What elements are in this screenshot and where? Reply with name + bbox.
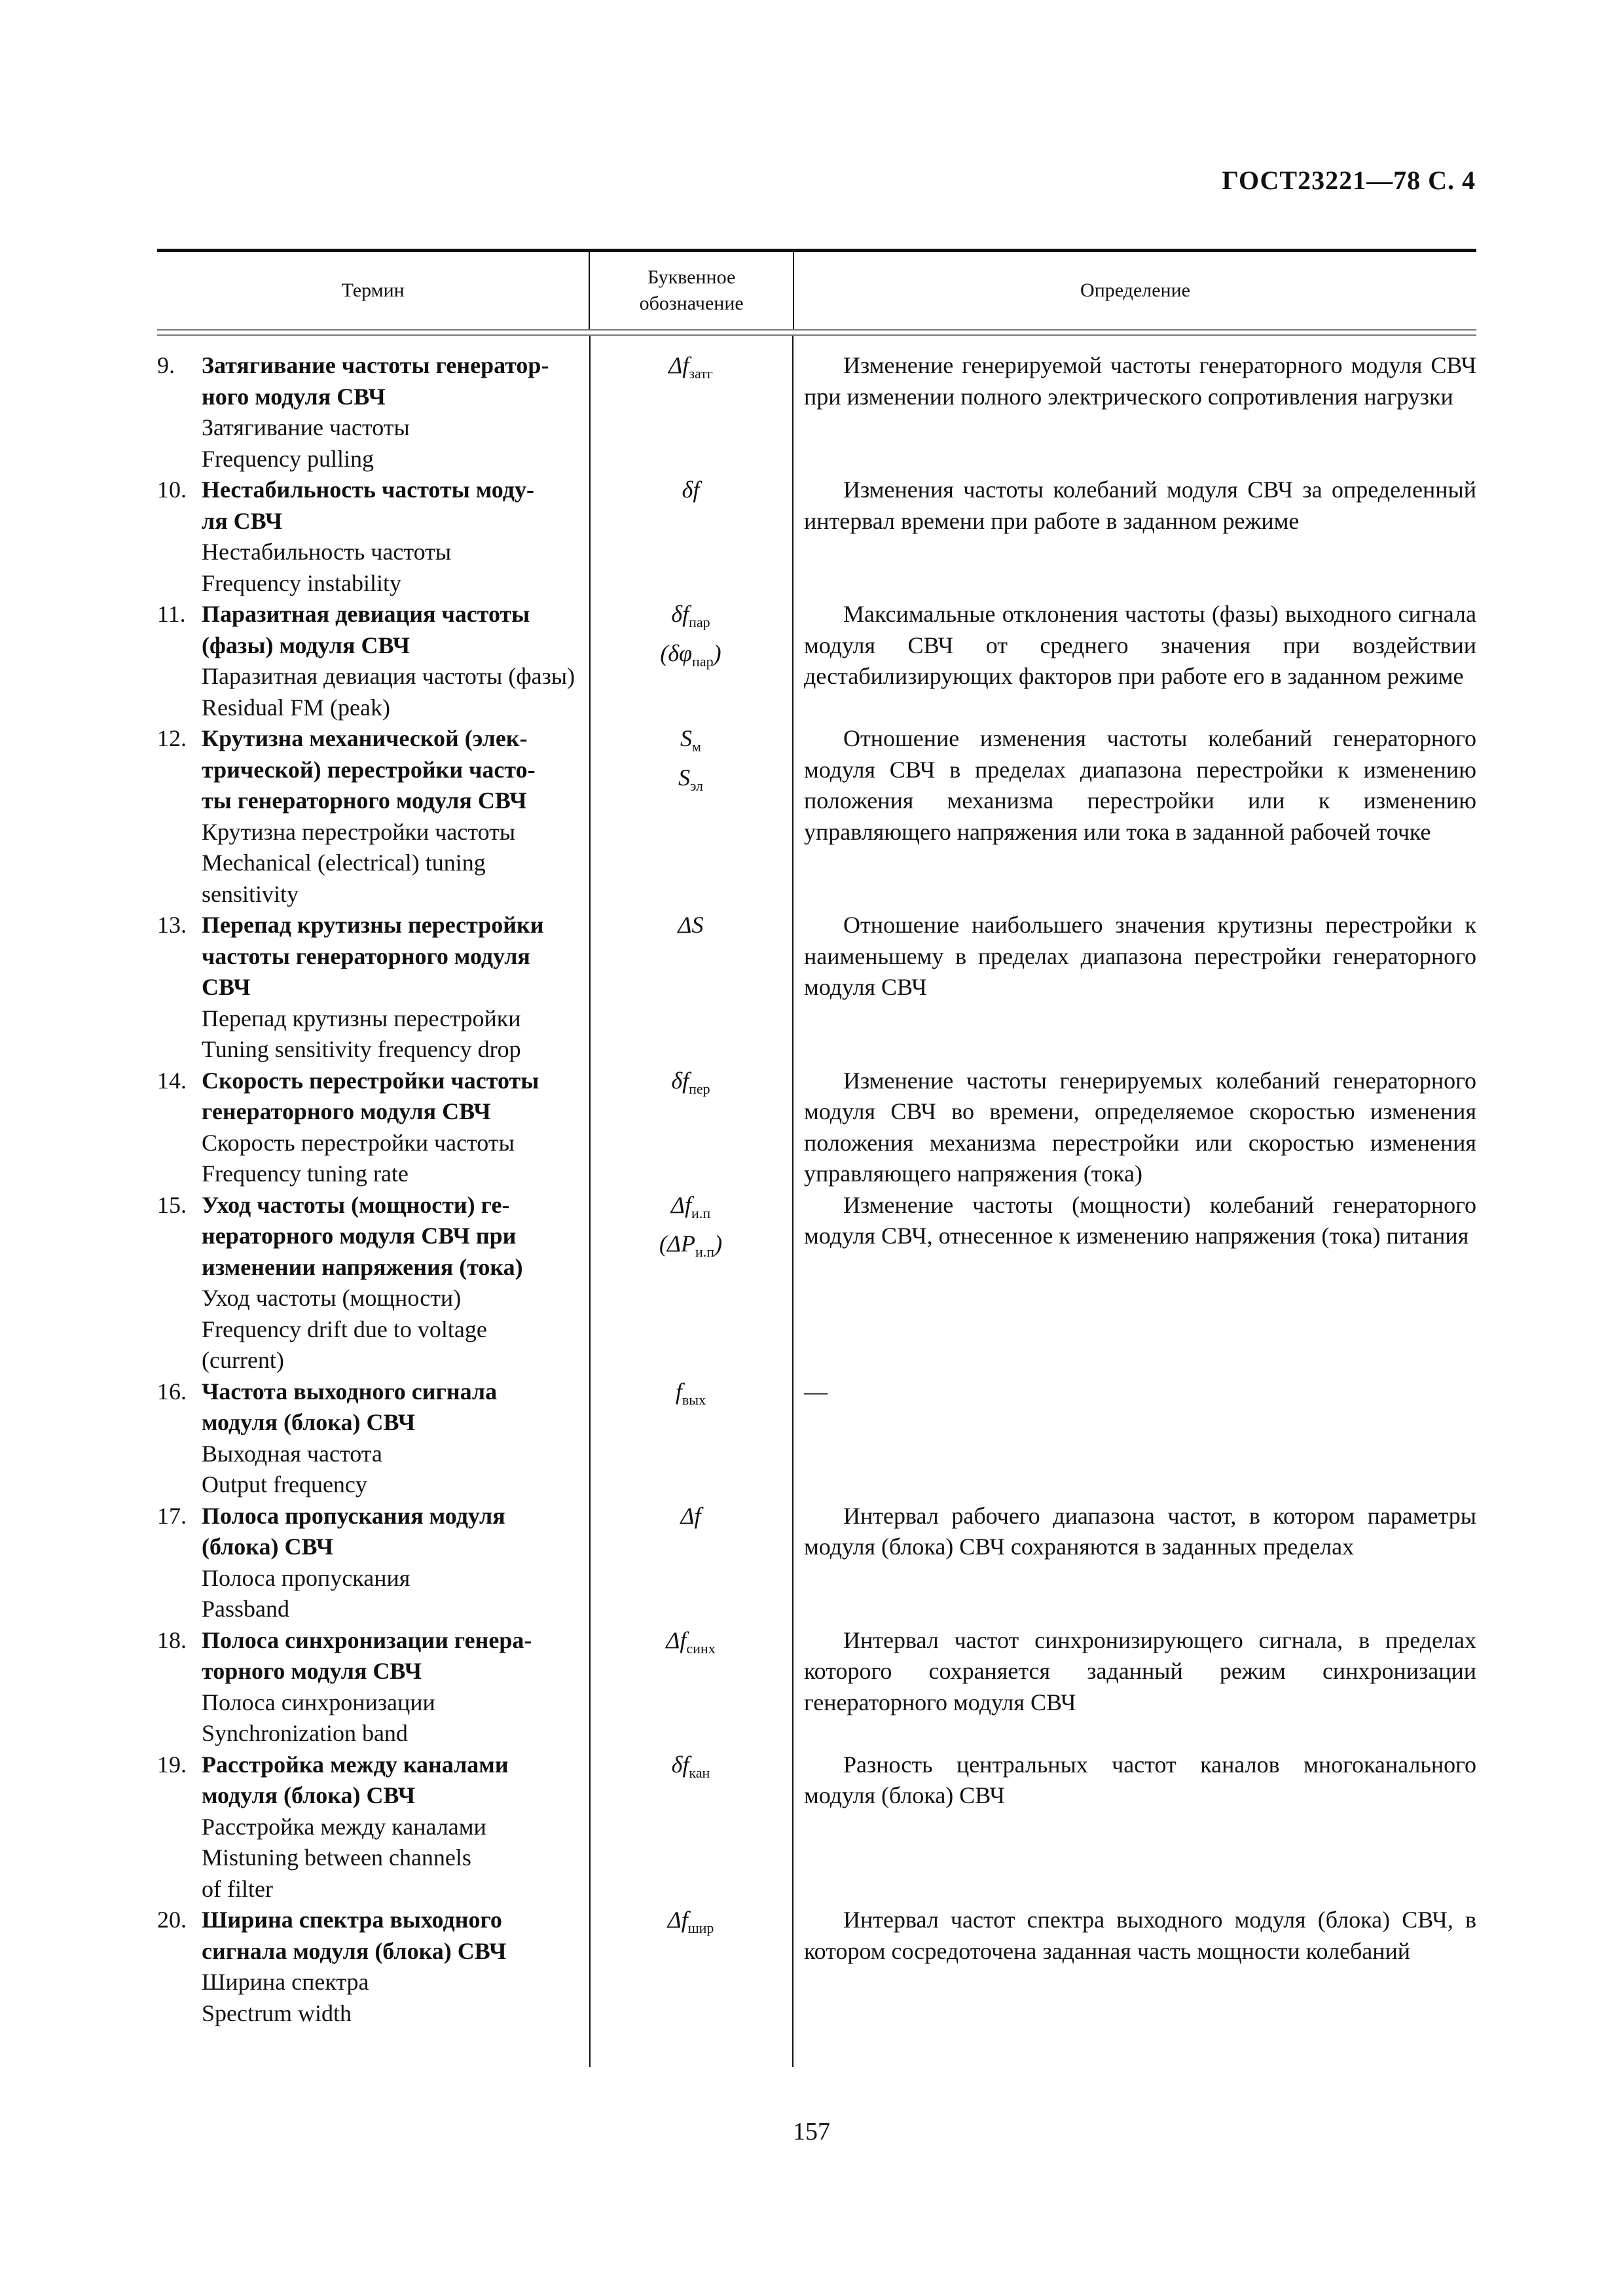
table-row bbox=[157, 1190, 1476, 1376]
term-cell bbox=[157, 350, 589, 475]
term-short-name: Выходная частота bbox=[202, 1440, 382, 1467]
term-title: ного модуля СВЧ bbox=[202, 383, 386, 410]
term-number bbox=[157, 972, 202, 1003]
table-row bbox=[157, 910, 1476, 1066]
term-number bbox=[157, 1936, 202, 1967]
term-number: 19. bbox=[157, 1751, 187, 1778]
symbol: δf bbox=[682, 476, 700, 503]
definition-text: Интервал частот спектра выходного модуля (блока) СВЧ, в котором сосредоточена заданная часть мощности колебаний bbox=[804, 1907, 1476, 1964]
page-header: ГОСТ23221—78 С. 4 bbox=[1222, 166, 1476, 195]
term-short-name: Полоса пропускания bbox=[202, 1564, 410, 1591]
term-number: 10. bbox=[157, 476, 187, 503]
definition-cell bbox=[792, 475, 1476, 599]
table-row bbox=[157, 350, 1476, 475]
table-row bbox=[157, 475, 1476, 599]
term-short-name: Уход частоты (мощности) bbox=[202, 1285, 462, 1311]
symbol-subscript: и.п bbox=[691, 1204, 711, 1221]
term-title: Нестабильность частоты моду- bbox=[202, 476, 534, 503]
table-row bbox=[157, 1749, 1476, 1905]
definition-text: Изменения частоты колебаний модуля СВЧ за определенный интервал времени при работе в заданном режиме bbox=[804, 476, 1476, 534]
term-line bbox=[157, 1096, 589, 1128]
term-line bbox=[157, 1066, 589, 1097]
definition-cell bbox=[792, 1749, 1476, 1905]
symbol: ΔS bbox=[678, 912, 704, 938]
term-line bbox=[157, 941, 589, 973]
definition-cell bbox=[792, 1066, 1476, 1190]
term-line bbox=[157, 1905, 589, 1936]
term-english: Residual FM (peak) bbox=[202, 694, 390, 721]
definition-cell bbox=[792, 599, 1476, 723]
symbol-subscript: пар bbox=[692, 653, 714, 670]
symbol-cell bbox=[589, 475, 792, 599]
term-short-name: Скорость перестройки частоты bbox=[202, 1129, 515, 1156]
table-header bbox=[157, 252, 1476, 329]
term-line bbox=[157, 972, 589, 1003]
term-number: 16. bbox=[157, 1378, 187, 1405]
definition-text: Максимальные отклонения частоты (фазы) выходного сигнала модуля СВЧ от среднего значения при воздействии дестабилизирующих факторов при работе его в заданном режиме bbox=[804, 601, 1476, 689]
term-english: (current) bbox=[202, 1347, 284, 1373]
term-number bbox=[157, 1252, 202, 1283]
term-line bbox=[157, 785, 589, 817]
symbol: $f_{вых}$ bbox=[675, 1378, 706, 1408]
symbol-subscript: кан bbox=[689, 1764, 710, 1781]
term-line bbox=[157, 630, 589, 662]
symbol: $(\Delta P_{и.п})$ bbox=[659, 1230, 723, 1260]
term-number: 9. bbox=[157, 352, 175, 378]
term-number bbox=[157, 506, 202, 537]
term-line bbox=[157, 475, 589, 506]
term-title: изменении напряжения (тока) bbox=[202, 1253, 523, 1280]
term-number: 17. bbox=[157, 1502, 187, 1529]
term-cell bbox=[157, 1625, 589, 1749]
symbol-subscript: пер bbox=[689, 1080, 710, 1097]
symbol-cell bbox=[589, 1376, 792, 1501]
term-cell bbox=[157, 1376, 589, 1501]
term-cell bbox=[157, 475, 589, 599]
definition-cell bbox=[792, 350, 1476, 475]
term-number bbox=[157, 1532, 202, 1563]
term-short-name: Ширина спектра bbox=[202, 1969, 369, 1995]
term-cell bbox=[157, 599, 589, 723]
term-number: 15. bbox=[157, 1191, 187, 1218]
symbol: $(\delta\varphi_{пар})$ bbox=[660, 639, 721, 670]
symbol-cell bbox=[589, 910, 792, 1066]
table-row bbox=[157, 1625, 1476, 1749]
term-line bbox=[157, 755, 589, 786]
term-title: сигнала модуля (блока) СВЧ bbox=[202, 1937, 507, 1964]
term-short-name: Перепад крутизны перестройки bbox=[202, 1005, 521, 1031]
term-line bbox=[157, 1656, 589, 1687]
table-row bbox=[157, 599, 1476, 723]
table-row bbox=[157, 1905, 1476, 2029]
term-title: Паразитная девиация частоты bbox=[202, 601, 530, 627]
symbol: $\Delta f_{шир}$ bbox=[667, 1907, 714, 1936]
table-row bbox=[157, 723, 1476, 910]
definition-text: Изменение частоты генерируемых колебаний генераторного модуля СВЧ во времени, определяемое скоростью изменения положения механизма перестройки или скоростью изменения управляющего напряжения (тока) bbox=[804, 1067, 1476, 1187]
term-english: Frequency drift due to voltage bbox=[202, 1316, 487, 1342]
term-line bbox=[157, 382, 589, 413]
symbol-cell bbox=[589, 1905, 792, 2029]
column-header-definition: Определение bbox=[1080, 279, 1190, 301]
term-line bbox=[157, 723, 589, 755]
term-title: модуля (блока) СВЧ bbox=[202, 1409, 416, 1435]
header-double-rule bbox=[157, 329, 1476, 336]
term-title: ля СВЧ bbox=[202, 507, 283, 534]
symbol: $\delta f_{пер}$ bbox=[671, 1067, 710, 1097]
term-title: Затягивание частоты генератор- bbox=[202, 352, 549, 378]
column-header-symbol bbox=[589, 252, 794, 329]
symbol-subscript: затг bbox=[689, 365, 713, 382]
term-title: Расстройка между каналами bbox=[202, 1751, 509, 1778]
symbol: $\Delta f_{и.п}$ bbox=[670, 1191, 711, 1221]
term-line bbox=[157, 1252, 589, 1283]
term-title: (блока) СВЧ bbox=[202, 1534, 334, 1560]
term-number bbox=[157, 382, 202, 413]
term-number: 11. bbox=[157, 601, 186, 627]
definition-text: Изменение частоты (мощности) колебаний генераторного модуля СВЧ, отнесенное к изменению напряжения (тока) питания bbox=[804, 1191, 1476, 1249]
term-short-name: Полоса синхронизации bbox=[202, 1689, 435, 1715]
term-short-name: Нестабильность частоты bbox=[202, 539, 452, 565]
definition-text: Отношение наибольшего значения крутизны перестройки к наименьшему в пределах диапазона перестройки генераторного модуля СВЧ bbox=[804, 912, 1476, 1000]
definition-cell bbox=[792, 1625, 1476, 1749]
term-title: Перепад крутизны перестройки bbox=[202, 912, 544, 938]
symbol-cell bbox=[589, 1749, 792, 1905]
term-english: Frequency pulling bbox=[202, 445, 374, 472]
term-number: 12. bbox=[157, 725, 187, 751]
symbol: $\delta f_{пар}$ bbox=[671, 601, 710, 630]
term-title: трической) перестройки часто- bbox=[202, 756, 536, 783]
term-number: 13. bbox=[157, 912, 187, 938]
term-number: 20. bbox=[157, 1907, 187, 1933]
symbol-cell bbox=[589, 1501, 792, 1625]
term-line bbox=[157, 1376, 589, 1408]
definition-cell bbox=[792, 1501, 1476, 1625]
term-number bbox=[157, 755, 202, 786]
term-title: Ширина спектра выходного bbox=[202, 1907, 502, 1933]
term-title: Уход частоты (мощности) ге- bbox=[202, 1191, 510, 1218]
term-short-name: Расстройка между каналами bbox=[202, 1813, 486, 1840]
definition-text: Изменение генерируемой частоты генераторного модуля СВЧ при изменении полного электрического сопротивления нагрузки bbox=[804, 352, 1476, 410]
table-row bbox=[157, 1066, 1476, 1190]
term-number bbox=[157, 1780, 202, 1812]
term-title: генераторного модуля СВЧ bbox=[202, 1098, 491, 1124]
term-line bbox=[157, 1625, 589, 1657]
term-cell bbox=[157, 910, 589, 1066]
term-english: Frequency instability bbox=[202, 569, 401, 596]
definition-text: Интервал рабочего диапазона частот, в котором параметры модуля (блока) СВЧ сохраняются в заданных пределах bbox=[804, 1502, 1476, 1560]
term-short-name: Паразитная девиация частоты (фазы) bbox=[202, 663, 575, 689]
term-line bbox=[157, 1780, 589, 1812]
symbol-subscript: синх bbox=[686, 1640, 716, 1657]
term-cell bbox=[157, 723, 589, 910]
term-title: нераторного модуля СВЧ при bbox=[202, 1223, 517, 1249]
term-title: частоты генераторного модуля bbox=[202, 942, 530, 969]
term-number bbox=[157, 630, 202, 662]
term-number bbox=[157, 785, 202, 817]
term-english: of filter bbox=[202, 1875, 273, 1902]
term-english: Mistuning between channels bbox=[202, 1844, 471, 1871]
term-title: Полоса синхронизации генера- bbox=[202, 1626, 532, 1653]
symbol-cell bbox=[589, 599, 792, 723]
term-cell bbox=[157, 1749, 589, 1905]
term-title: Крутизна механической (элек- bbox=[202, 725, 528, 751]
term-line bbox=[157, 506, 589, 537]
term-number bbox=[157, 1656, 202, 1687]
definition-text: Отношение изменения частоты колебаний генераторного модуля СВЧ в пределах диапазона перестройки к изменению положения механизма перестройки или к изменению управляющего напряжения или тока в заданной рабочей точке bbox=[804, 725, 1476, 845]
term-english: Output frequency bbox=[202, 1471, 367, 1498]
definition-text: Разность центральных частот каналов многоканального модуля (блока) СВЧ bbox=[804, 1751, 1476, 1808]
symbol-cell bbox=[589, 1625, 792, 1749]
term-line bbox=[157, 910, 589, 941]
term-cell bbox=[157, 1190, 589, 1376]
symbol-cell bbox=[589, 1066, 792, 1190]
column-header-symbol-line1: Буквенное bbox=[647, 266, 736, 288]
term-line bbox=[157, 1936, 589, 1967]
symbol: $S_{эл}$ bbox=[678, 764, 704, 794]
column-header-symbol-line2: обозначение bbox=[639, 293, 744, 314]
term-title: Полоса пропускания модуля bbox=[202, 1502, 505, 1529]
term-short-name: Крутизна перестройки частоты bbox=[202, 818, 516, 845]
symbol-subscript: вых bbox=[682, 1391, 706, 1408]
definition-cell bbox=[792, 1190, 1476, 1376]
table-body bbox=[157, 350, 1476, 2029]
definition-cell bbox=[792, 1376, 1476, 1501]
term-title: ты генераторного модуля СВЧ bbox=[202, 787, 527, 814]
term-cell bbox=[157, 1066, 589, 1190]
page-number: 157 bbox=[793, 2118, 830, 2145]
term-english: sensitivity bbox=[202, 880, 299, 907]
term-line bbox=[157, 1407, 589, 1439]
definition-cell bbox=[792, 723, 1476, 910]
term-line bbox=[157, 1532, 589, 1563]
term-number bbox=[157, 1407, 202, 1439]
definition-text: Интервал частот синхронизирующего сигнала, в пределах которого сохраняется заданный режим синхронизации генераторного модуля СВЧ bbox=[804, 1626, 1476, 1715]
term-english: Spectrum width bbox=[202, 2000, 352, 2026]
term-short-name: Затягивание частоты bbox=[202, 414, 410, 440]
symbol: $S_м$ bbox=[680, 725, 701, 755]
term-line bbox=[157, 1221, 589, 1252]
symbol: $\Delta f_{затг}$ bbox=[668, 352, 713, 382]
term-line bbox=[157, 1190, 589, 1221]
term-title: СВЧ bbox=[202, 974, 251, 1000]
term-title: (фазы) модуля СВЧ bbox=[202, 632, 410, 658]
symbol-cell bbox=[589, 723, 792, 910]
term-cell bbox=[157, 1905, 589, 2029]
symbol-subscript: м bbox=[692, 738, 701, 755]
symbol-subscript: пар bbox=[689, 614, 710, 630]
term-english: Mechanical (electrical) tuning bbox=[202, 850, 486, 876]
term-english: Passband bbox=[202, 1596, 289, 1622]
definition-cell bbox=[792, 910, 1476, 1066]
column-header-term: Термин bbox=[341, 279, 405, 301]
term-line bbox=[157, 1749, 589, 1781]
definition-dash: — bbox=[804, 1378, 828, 1405]
symbol: $\delta f_{кан}$ bbox=[671, 1751, 710, 1781]
table-row bbox=[157, 1376, 1476, 1501]
term-english: Frequency tuning rate bbox=[202, 1160, 409, 1187]
term-title: модуля (блока) СВЧ bbox=[202, 1782, 416, 1808]
term-number: 14. bbox=[157, 1067, 187, 1094]
term-number bbox=[157, 941, 202, 973]
definition-cell bbox=[792, 1905, 1476, 2029]
symbol-subscript: эл bbox=[689, 777, 704, 794]
symbol-subscript: шир bbox=[687, 1920, 714, 1936]
term-line bbox=[157, 350, 589, 382]
symbol-subscript: и.п bbox=[695, 1244, 715, 1260]
term-english: Synchronization band bbox=[202, 1720, 408, 1746]
symbol-cell bbox=[589, 350, 792, 475]
term-line bbox=[157, 1501, 589, 1532]
term-number bbox=[157, 1096, 202, 1128]
term-number: 18. bbox=[157, 1626, 187, 1653]
term-cell bbox=[157, 1501, 589, 1625]
term-english: Tuning sensitivity frequency drop bbox=[202, 1036, 521, 1062]
term-number bbox=[157, 1221, 202, 1252]
symbol-cell bbox=[589, 1190, 792, 1376]
term-title: Скорость перестройки частоты bbox=[202, 1067, 539, 1094]
term-line bbox=[157, 599, 589, 630]
symbol: $\Delta f_{синх}$ bbox=[666, 1626, 716, 1657]
term-title: Частота выходного сигнала bbox=[202, 1378, 498, 1405]
symbol: Δf bbox=[680, 1502, 701, 1529]
table-row bbox=[157, 1501, 1476, 1625]
term-title: торного модуля СВЧ bbox=[202, 1658, 422, 1684]
